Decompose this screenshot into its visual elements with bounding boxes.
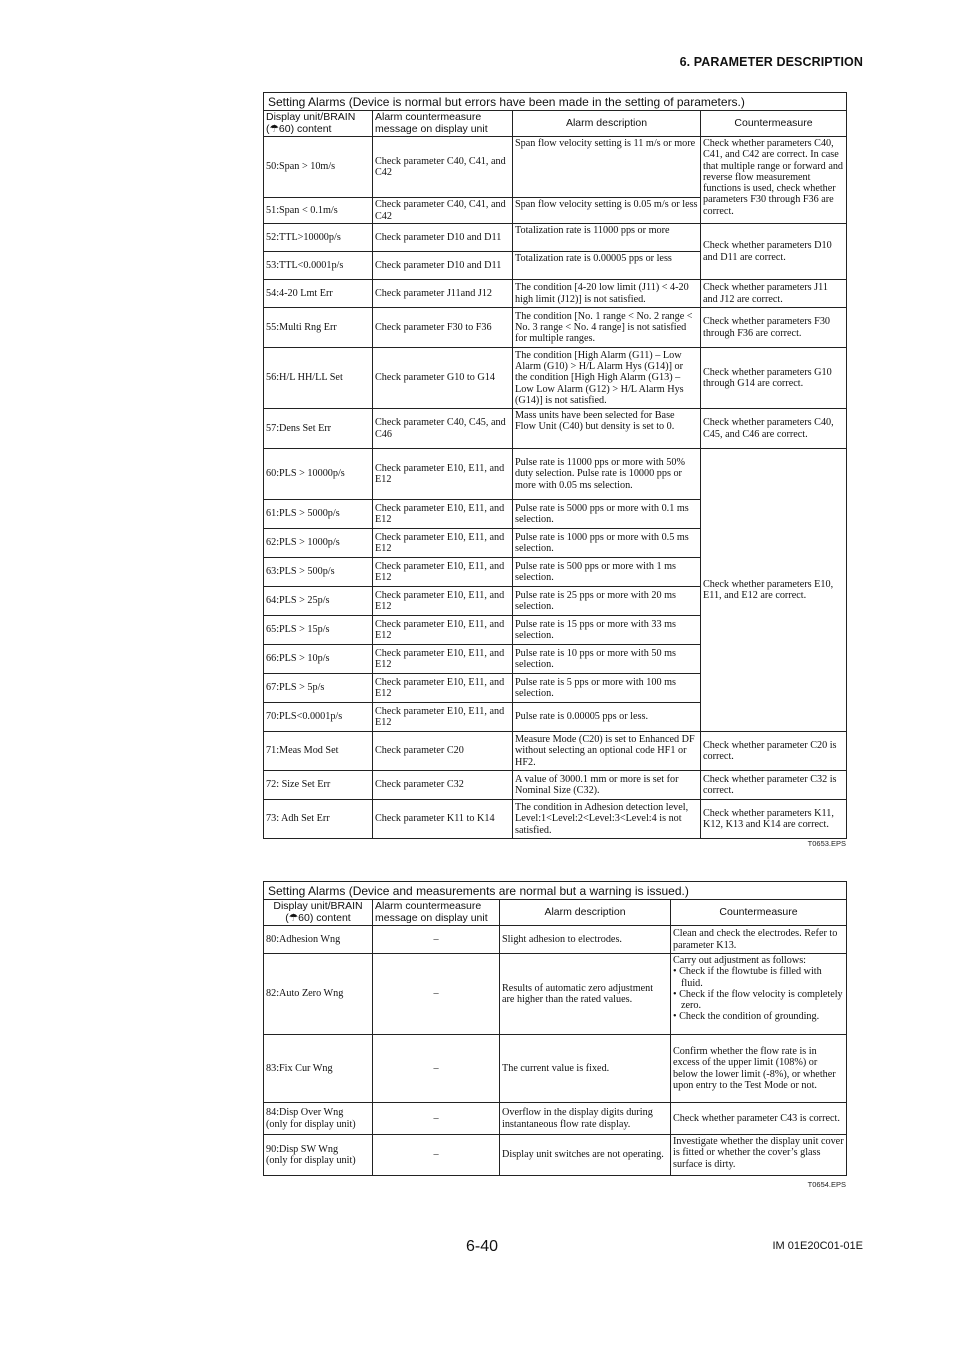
table-row	[264, 1103, 847, 1135]
countermeasure: Check whether parameters J11 and J12 are correct.	[701, 280, 847, 308]
column-header: Display unit/BRAIN (☂60) content	[264, 900, 373, 926]
countermeasure: Check whether parameter C20 is correct.	[701, 732, 847, 771]
table-row	[264, 800, 847, 839]
display-content: 83:Fix Cur Wng	[264, 1035, 373, 1103]
countermeasure-intro: Carry out adjustment as follows:	[673, 955, 806, 966]
alarm-description: Pulse rate is 0.00005 pps or less.	[513, 703, 701, 732]
column-header: Display unit/BRAIN (☂60) content	[264, 111, 373, 137]
display-content: 80:Adhesion Wng	[264, 926, 373, 954]
alarm-description: A value of 3000.1 mm or more is set for Nominal Size (C32).	[513, 771, 701, 800]
list-item: • Check the condition of grounding.	[673, 1011, 820, 1023]
display-content: 56:H/L HH/LL Set	[264, 348, 373, 409]
countermeasure: Check whether parameters G10 through G14 are correct.	[701, 348, 847, 409]
alarm-message: Check parameter E10, E11, and E12	[373, 616, 513, 645]
table-row	[264, 449, 847, 500]
alarm-message: Check parameter C40, C41, and C42	[373, 198, 513, 224]
column-header: Alarm description	[500, 900, 671, 926]
countermeasure: Check whether parameters C40, C41, and C42 are correct. In case that multiple range or forward and reverse flow measurement functions is used, check whether parameters F30 through F36 are correct.	[701, 137, 847, 224]
display-content	[264, 1135, 373, 1176]
page-number: 6-40	[466, 1238, 499, 1255]
column-header: Countermeasure	[701, 111, 847, 137]
table-row	[264, 137, 847, 198]
display-content: 62:PLS > 1000p/s	[264, 529, 373, 558]
alarm-description: Slight adhesion to electrodes.	[500, 926, 671, 954]
table-row	[264, 308, 847, 348]
table-row	[264, 926, 847, 954]
alarm-message: Check parameter E10, E11, and E12	[373, 703, 513, 732]
alarm-message: –	[373, 1135, 500, 1176]
alarm-description: Display unit switches are not operating.	[500, 1135, 671, 1176]
alarm-description: Pulse rate is 25 pps or more with 20 ms selection.	[513, 587, 701, 616]
alarm-description: Span flow velocity setting is 11 m/s or more	[513, 137, 701, 198]
alarm-description: Pulse rate is 500 pps or more with 1 ms selection.	[513, 558, 701, 587]
display-content: 70:PLS<0.0001p/s	[264, 703, 373, 732]
alarm-message: Check parameter E10, E11, and E12	[373, 500, 513, 529]
alarm-message: Check parameter E10, E11, and E12	[373, 529, 513, 558]
alarm-message: Check parameter C40, C41, and C42	[373, 137, 513, 198]
alarm-message: Check parameter J11and J12	[373, 280, 513, 308]
table-row	[264, 954, 847, 1035]
alarm-message: –	[373, 926, 500, 954]
table-caption: Setting Alarms (Device is normal but errors have been made in the setting of parameters.)	[264, 93, 847, 111]
display-content: 65:PLS > 15p/s	[264, 616, 373, 645]
alarm-description: The condition [No. 1 range < No. 2 range < No. 3 range < No. 4 range] is not satisfied for multiple ranges.	[513, 308, 701, 348]
column-header: Alarm countermeasure message on display unit	[373, 111, 513, 137]
display-content	[264, 1103, 373, 1135]
display-content: 52:TTL>10000p/s	[264, 224, 373, 252]
table-row	[264, 1135, 847, 1176]
display-content: 57:Dens Set Err	[264, 409, 373, 449]
display-content-line: 84:Disp Over Wng	[266, 1107, 344, 1119]
display-content: 54:4-20 Lmt Err	[264, 280, 373, 308]
alarm-description: Totalization rate is 0.00005 pps or less	[513, 252, 701, 280]
eps-label: T0653.EPS	[807, 839, 846, 848]
display-content: 53:TTL<0.0001p/s	[264, 252, 373, 280]
alarm-message: Check parameter C40, C45, and C46	[373, 409, 513, 449]
document-id: IM 01E20C01-01E	[772, 1240, 863, 1252]
display-content: 60:PLS > 10000p/s	[264, 449, 373, 500]
alarm-description: Pulse rate is 5 pps or more with 100 ms selection.	[513, 674, 701, 703]
list-item: • Check if the flowtube is filled with fluid.	[673, 966, 822, 989]
alarm-description: The condition [4-20 low limit (J11) < 4-20 high limit (J12)] is not satisfied.	[513, 280, 701, 308]
countermeasure: Check whether parameters F30 through F36 are correct.	[701, 308, 847, 348]
countermeasure: Investigate whether the display unit cover is fitted or whether the cover’s glass surface is dirty.	[671, 1135, 847, 1176]
alarm-description: Pulse rate is 10 pps or more with 50 ms selection.	[513, 645, 701, 674]
setting-alarms-table-1	[263, 92, 847, 839]
alarm-message: Check parameter F30 to F36	[373, 308, 513, 348]
alarm-description: The current value is fixed.	[500, 1035, 671, 1103]
table-row	[264, 409, 847, 449]
section-title: 6. PARAMETER DESCRIPTION	[679, 55, 863, 69]
alarm-message: Check parameter D10 and D11	[373, 224, 513, 252]
alarm-description: Totalization rate is 11000 pps or more	[513, 224, 701, 252]
display-content-note: (only for display unit)	[266, 1118, 356, 1130]
display-content: 63:PLS > 500p/s	[264, 558, 373, 587]
alarm-description: The condition [High Alarm (G11) – Low Alarm (G10) > H/L Alarm Hys (G14)] or the condition [High High Alarm (G13) – Low Low Alarm (G12) > H/L Alarm Hys (G14)] is not satisfied.	[513, 348, 701, 409]
alarm-message: Check parameter E10, E11, and E12	[373, 587, 513, 616]
alarm-message: Check parameter D10 and D11	[373, 252, 513, 280]
alarm-message: Check parameter C32	[373, 771, 513, 800]
alarm-description: Results of automatic zero adjustment are higher than the rated values.	[500, 954, 671, 1035]
table-row	[264, 280, 847, 308]
alarm-description: Pulse rate is 11000 pps or more with 50% duty selection. Pulse rate is 10000 pps or more with 0.05 ms selection.	[513, 449, 701, 500]
countermeasure: Check whether parameter C43 is correct.	[671, 1103, 847, 1135]
countermeasure: Confirm whether the flow rate is in excess of the upper limit (108%) or below the lower limit (-8%), or whether upon entry to the Test Mode or not.	[671, 1035, 847, 1103]
display-content: 55:Multi Rng Err	[264, 308, 373, 348]
countermeasure: Check whether parameters K11, K12, K13 and K14 are correct.	[701, 800, 847, 839]
table-row	[264, 771, 847, 800]
display-content: 51:Span < 0.1m/s	[264, 198, 373, 224]
table-caption: Setting Alarms (Device and measurements are normal but a warning is issued.)	[264, 882, 847, 900]
display-content: 64:PLS > 25p/s	[264, 587, 373, 616]
alarm-message: Check parameter K11 to K14	[373, 800, 513, 839]
display-content: 82:Auto Zero Wng	[264, 954, 373, 1035]
display-content: 67:PLS > 5p/s	[264, 674, 373, 703]
table-row	[264, 224, 847, 252]
column-header: Alarm countermeasure message on display unit	[373, 900, 500, 926]
table-row	[264, 732, 847, 771]
alarm-description: Mass units have been selected for Base Flow Unit (C40) but density is set to 0.	[513, 409, 701, 449]
display-content-note: (only for display unit)	[266, 1155, 356, 1166]
alarm-description: Pulse rate is 5000 pps or more with 0.1 ms selection.	[513, 500, 701, 529]
countermeasure: Check whether parameter C32 is correct.	[701, 771, 847, 800]
alarm-message: Check parameter E10, E11, and E12	[373, 645, 513, 674]
table-row	[264, 348, 847, 409]
display-content: 71:Meas Mod Set	[264, 732, 373, 771]
column-header: Countermeasure	[671, 900, 847, 926]
alarm-description: Overflow in the display digits during instantaneous flow rate display.	[500, 1103, 671, 1135]
countermeasure: Check whether parameters C40, C45, and C46 are correct.	[701, 409, 847, 449]
display-content: 73: Adh Set Err	[264, 800, 373, 839]
display-content: 72: Size Set Err	[264, 771, 373, 800]
eps-label: T0654.EPS	[807, 1180, 846, 1189]
alarm-description: Measure Mode (C20) is set to Enhanced DF without selecting an optional code HF1 or HF2.	[513, 732, 701, 771]
countermeasure	[671, 954, 847, 1035]
setting-alarms-table-2	[263, 881, 847, 1176]
alarm-message: –	[373, 1035, 500, 1103]
countermeasure: Check whether parameters E10, E11, and E12 are correct.	[701, 449, 847, 732]
display-content: 66:PLS > 10p/s	[264, 645, 373, 674]
display-content: 50:Span > 10m/s	[264, 137, 373, 198]
alarm-message: Check parameter G10 to G14	[373, 348, 513, 409]
countermeasure: Clean and check the electrodes. Refer to parameter K13.	[671, 926, 847, 954]
alarm-description: Span flow velocity setting is 0.05 m/s or less	[513, 198, 701, 224]
alarm-message: Check parameter E10, E11, and E12	[373, 558, 513, 587]
table-row	[264, 1035, 847, 1103]
alarm-message: Check parameter C20	[373, 732, 513, 771]
alarm-message: –	[373, 1103, 500, 1135]
alarm-description: The condition in Adhesion detection level, Level:1<Level:2<Level:3<Level:4 is not satisfied.	[513, 800, 701, 839]
alarm-description: Pulse rate is 15 pps or more with 33 ms selection.	[513, 616, 701, 645]
alarm-message: Check parameter E10, E11, and E12	[373, 674, 513, 703]
alarm-message: –	[373, 954, 500, 1035]
list-item: • Check if the flow velocity is completely zero.	[673, 988, 843, 1012]
countermeasure-list	[673, 966, 844, 1022]
countermeasure: Check whether parameters D10 and D11 are correct.	[701, 224, 847, 280]
column-header: Alarm description	[513, 111, 701, 137]
alarm-message: Check parameter E10, E11, and E12	[373, 449, 513, 500]
display-content-line: 90:Disp SW Wng	[266, 1143, 339, 1155]
display-content: 61:PLS > 5000p/s	[264, 500, 373, 529]
alarm-description: Pulse rate is 1000 pps or more with 0.5 ms selection.	[513, 529, 701, 558]
